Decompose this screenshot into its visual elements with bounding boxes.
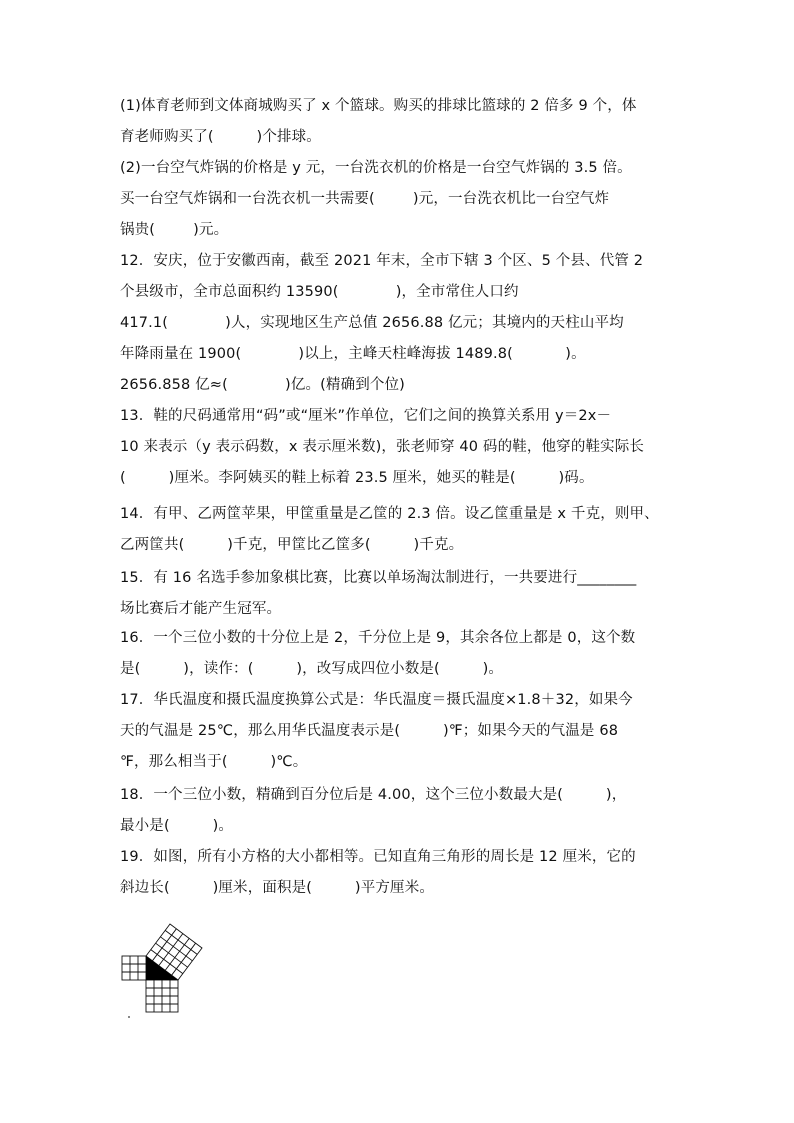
text-line: 19．如图，所有小方格的大小都相等。已知直角三角形的周长是 12 厘米，它的 — [120, 849, 636, 865]
text-line: 10 来表示（y 表示码数，x 表示厘米数)，张老师穿 40 码的鞋，他穿的鞋实际长 — [120, 439, 645, 455]
text-line: 12．安庆，位于安徽西南，截至 2021 年末，全市下辖 3 个区、5 个县、代管 2 — [120, 253, 644, 269]
text-line: 场比赛后才能产生冠军。 — [120, 601, 282, 617]
text-line: (2)一台空气炸锅的价格是 y 元，一台洗衣机的价格是一台空气炸锅的 3.5 倍。 — [120, 160, 632, 176]
text-line: 14．有甲、乙两筐苹果，甲筐重量是乙筐的 2.3 倍。设乙筐重量是 x 千克，则甲、 — [120, 506, 659, 522]
text-line: 最小是( )。 — [120, 818, 234, 834]
bottom-grid-square — [146, 980, 178, 1012]
text-line: 斜边长( )厘米，面积是( )平方厘米。 — [120, 880, 434, 896]
text-line: 417.1( )人，实现地区生产总值 2656.88 亿元；其境内的天柱山平均 — [120, 315, 624, 331]
text-line: 2656.858 亿≈( )亿。(精确到个位) — [120, 377, 405, 393]
text-line: 乙两筐共( )千克，甲筐比乙筐多( )千克。 — [120, 537, 464, 553]
text-line: 买一台空气炸锅和一台洗衣机一共需要( )元，一台洗衣机比一台空气炸 — [120, 191, 610, 207]
text-line: (1)体育老师到文体商城购买了 x 个篮球。购买的排球比篮球的 2 倍多 9 个，体 — [120, 98, 637, 114]
text-line: 个县级市，全市总面积约 13590( )，全市常住人口约 — [120, 284, 519, 300]
text-line: 育老师购买了( )个排球。 — [120, 129, 321, 145]
text-line: 16．一个三位小数的十分位上是 2，千分位上是 9，其余各位上都是 0，这个数 — [120, 630, 636, 646]
stray-dot — [128, 1016, 130, 1018]
text-line: 18．一个三位小数，精确到百分位后是 4.00，这个三位小数最大是( )， — [120, 787, 627, 803]
text-line: 17．华氏温度和摄氏温度换算公式是：华氏温度＝摄氏温度×1.8＋32，如果今 — [120, 692, 633, 708]
left-grid-square — [122, 956, 146, 980]
text-line: 是( )，读作：( )，改写成四位小数是( )。 — [120, 661, 504, 677]
text-line: 天的气温是 25℃，那么用华氏温度表示是( )℉；如果今天的气温是 68 — [120, 723, 619, 739]
text-line: ( )厘米。李阿姨买的鞋上标着 23.5 厘米，她买的鞋是( )码。 — [120, 470, 594, 486]
text-line: 15．有 16 名选手参加象棋比赛，比赛以单场淘汰制进行，一共要进行________ — [120, 570, 637, 586]
text-line: ℉，那么相当于( )℃。 — [120, 754, 308, 770]
text-line: 锅贵( )元。 — [120, 222, 229, 238]
text-line: 13．鞋的尺码通常用“码”或“厘米”作单位，它们之间的换算关系用 y＝2x－ — [120, 408, 612, 424]
pythagorean-squares-figure — [118, 912, 218, 1024]
text-line: 年降雨量在 1900( )以上，主峰天柱峰海拔 1489.8( )。 — [120, 346, 586, 362]
